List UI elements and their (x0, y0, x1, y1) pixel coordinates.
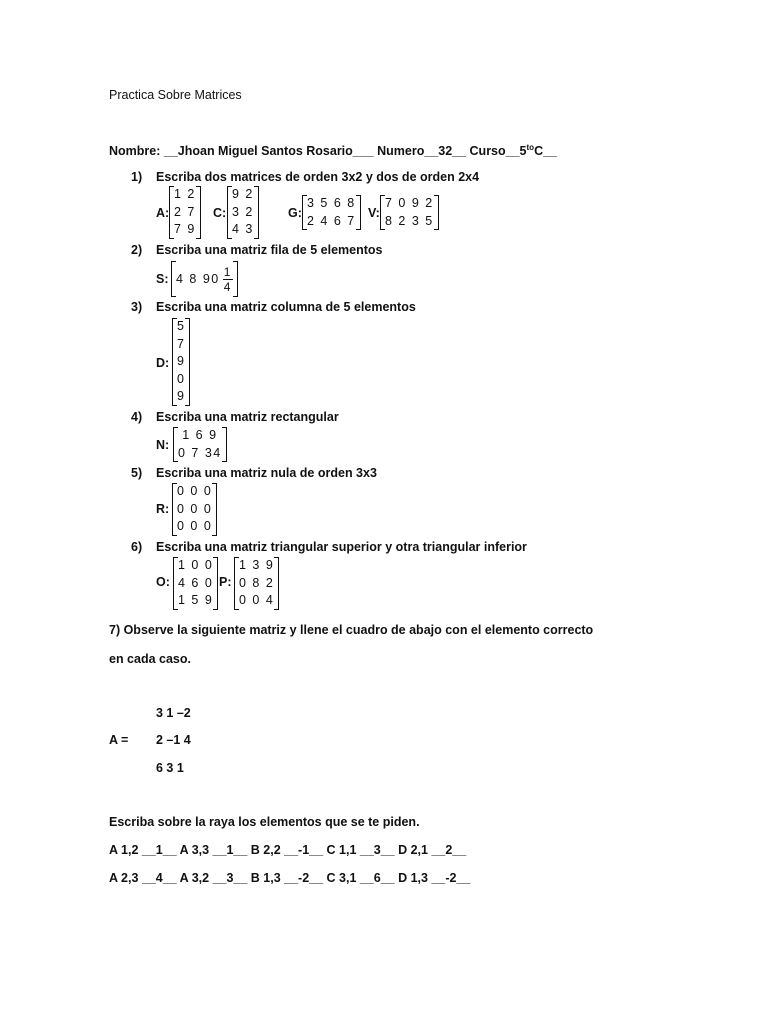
matrix-row: 5 (177, 319, 186, 333)
matrix-row: 2 4 6 7 (307, 213, 356, 228)
matrix-s (171, 261, 238, 297)
matrix-v (380, 195, 439, 230)
matrix-p (234, 557, 279, 610)
matrix-row: 1 3 9 (239, 558, 275, 572)
matrix-label-r: R: (156, 502, 170, 516)
question-number: 6) (131, 540, 143, 554)
question-number: 5) (131, 466, 143, 480)
matrix-row: 2 7 (174, 204, 196, 219)
question-number: 3) (131, 300, 143, 314)
matrix-row: 9 (177, 354, 186, 368)
matrix-row: 0 7 34 (178, 445, 222, 460)
matrix-row: 0 0 4 (239, 593, 275, 607)
student-info-text: Nombre: __Jhoan Miguel Santos Rosario___ Numero__32__ Curso__5 (109, 144, 527, 159)
student-info-end: C__ (534, 144, 558, 159)
matrix-row: 7 0 9 2 (385, 196, 434, 210)
question-text: Escriba una matriz fila de 5 elementos (156, 243, 383, 257)
matrix-row: 1 6 9 (182, 428, 218, 442)
page-title: Practica Sobre Matrices (109, 88, 242, 102)
matrix-o (173, 557, 218, 610)
matrix-label-n: N: (156, 438, 170, 452)
matrix-row: 0 8 2 (239, 575, 275, 590)
matrix-r (172, 483, 217, 536)
fraction-denominator: 4 (223, 279, 232, 294)
matrix-a-row: 2 –1 4 (156, 733, 191, 747)
matrix-a-label: A = (109, 733, 129, 747)
question-text: Escriba una matriz triangular superior y otra triangular inferior (156, 540, 527, 554)
matrix-row: 0 0 0 (177, 519, 213, 533)
question-text: Escriba una matriz rectangular (156, 410, 339, 424)
student-info-superscript: to (526, 143, 535, 152)
fraction (223, 265, 233, 294)
matrix-a-row: 6 3 1 (156, 761, 184, 775)
matrix-d (172, 318, 190, 406)
matrix-c (227, 186, 259, 239)
matrix-n (173, 427, 227, 462)
matrix-row: 1 5 9 (178, 593, 214, 607)
matrix-row: 0 0 0 (177, 501, 213, 516)
matrix-row: 7 (177, 336, 186, 351)
matrix-a-row: 3 1 –2 (156, 706, 191, 720)
matrix-a (169, 186, 201, 239)
matrix-label-c: C: (213, 206, 227, 220)
matrix-row: 0 0 0 (177, 484, 213, 498)
matrix-row: 9 (177, 389, 186, 403)
instruction-text: Escriba sobre la raya los elementos que se te piden. (109, 815, 420, 829)
question-text: Escriba una matriz nula de orden 3x3 (156, 466, 377, 480)
matrix-row: 8 2 3 5 (385, 213, 434, 228)
student-info-line (109, 143, 557, 158)
question-text: Escriba dos matrices de orden 3x2 y dos de orden 2x4 (156, 170, 480, 184)
matrix-label-o: O: (156, 575, 170, 589)
answers-line-1: A 1,2 __1__ A 3,3 __1__ B 2,2 __-1__ C 1,1 __3__ D 2,1 __2__ (109, 843, 467, 857)
matrix-label-p: P: (219, 575, 232, 589)
matrix-row: 7 9 (174, 222, 196, 236)
matrix-row: 0 (177, 371, 186, 386)
question-7-line-2: en cada caso. (109, 652, 191, 666)
matrix-row: 1 0 0 (178, 558, 214, 572)
matrix-label-a: A: (156, 206, 170, 220)
question-text: Escriba una matriz columna de 5 elementos (156, 300, 416, 314)
matrix-row: 4 8 90 (176, 272, 220, 286)
matrix-row: 3 5 6 8 (307, 196, 356, 210)
question-number: 4) (131, 410, 143, 424)
matrix-row: 9 2 (232, 187, 254, 201)
matrix-row: 3 2 (232, 204, 254, 219)
matrix-row: 4 6 0 (178, 575, 214, 590)
matrix-label-d: D: (156, 356, 170, 370)
matrix-row: 1 2 (174, 187, 196, 201)
matrix-label-s: S: (156, 272, 169, 286)
matrix-label-v: V: (368, 206, 380, 220)
matrix-row: 4 3 (232, 222, 254, 236)
question-number: 2) (131, 243, 143, 257)
question-number: 1) (131, 170, 143, 184)
matrix-g (302, 195, 361, 230)
fraction-numerator: 1 (223, 264, 232, 279)
matrix-label-g: G: (288, 206, 302, 220)
answers-line-2: A 2,3 __4__ A 3,2 __3__ B 1,3 __-2__ C 3,1 __6__ D 1,3 __-2__ (109, 871, 471, 885)
question-7-line-1: 7) Observe la siguiente matriz y llene el cuadro de abajo con el elemento correcto (109, 623, 594, 637)
